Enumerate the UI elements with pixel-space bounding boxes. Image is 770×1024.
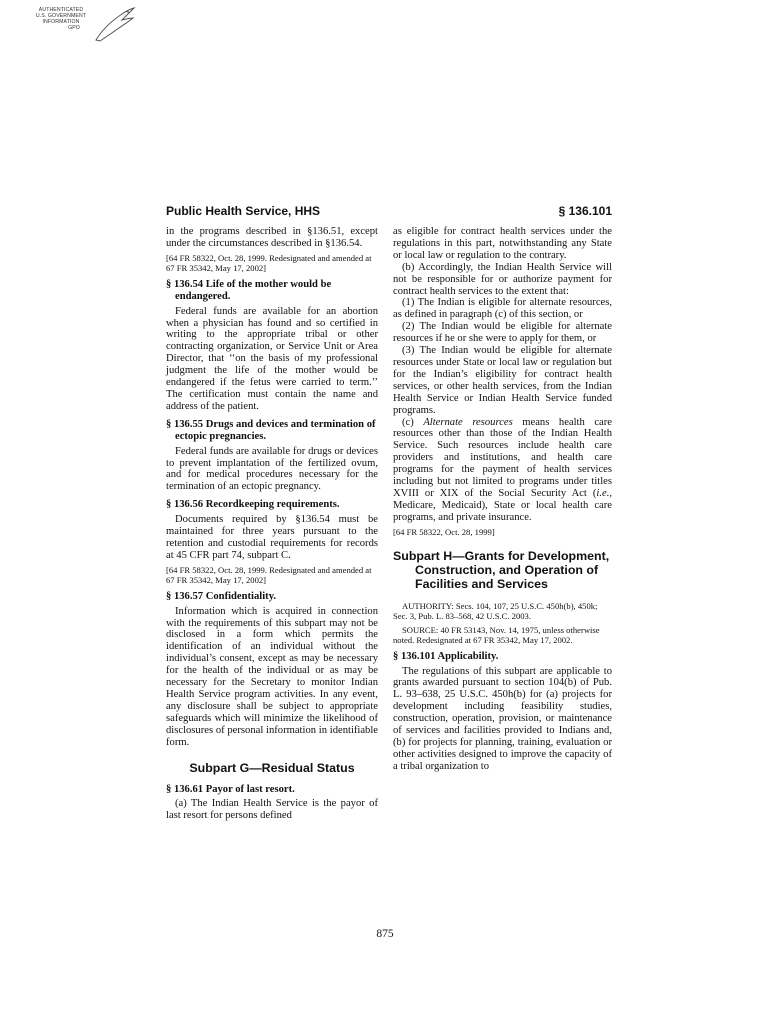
section-heading-136-57: § 136.57 Confidentiality. [166, 590, 277, 602]
citation: [64 FR 58322, Oct. 28, 1999. Redesignated and amended at 67 FR 35342, May 17, 2002] [166, 252, 372, 273]
citation: [64 FR 58322, Oct. 28, 1999. Redesignated and amended at 67 FR 35342, May 17, 2002] [166, 564, 372, 585]
abbreviation: i.e., [596, 487, 612, 499]
section-heading-136-61: § 136.61 Payor of last resort. [166, 783, 295, 795]
paragraph: Federal funds are available for drugs or devices to prevent implantation of the fertilized ovum, and for medical procedures necessary for the termination of an ectopic pregnancy. [166, 445, 378, 493]
gpo-authentication-seal [30, 6, 142, 46]
seal-line: U.S. GOVERNMENT [35, 13, 87, 19]
paragraph: Federal funds are available for an abortion when a physician has found and so certified in writing to the appropriate tribal or other contracting organization, or Service Unit or Area Director, that ‘‘on the basis of my professional judgment the life of the mother would be endangered if the fetus were carried to term.’’ The certification must contain the name and address of the patient. [166, 305, 378, 412]
section-heading-136-56: § 136.56 Recordkeeping requirements. [166, 499, 340, 511]
page-number: 875 [376, 928, 394, 940]
paragraph: The regulations of this subpart are applicable to grants awarded pursuant to section 104(b) of Pub. L. 93–638, 25 U.S.C. 450h(b) for (a) projects for development including feasibility studies, construction, operation, provision, or maintenance of services and facilities provided to Indians and, (b) for projects for planning, training, evaluation or other activities designed to improve the capacity of a tribal organization to [393, 665, 612, 772]
seal-line: INFORMATION [42, 19, 80, 25]
text-run: means health care resources other than those of the Indian Health Service. Such resources include health care providers and institutions, and health care programs for the payment of health services including but not limited to programs under titles XVIII or XIX of the Social Security Act ( [393, 416, 612, 499]
section-heading-136-101: § 136.101 Applicability. [393, 650, 499, 662]
eagle-icon [92, 6, 138, 46]
paragraph: (2) The Indian would be eligible for alternate resources if he or she were to apply for them, or [393, 321, 612, 345]
defined-term: Alternate resources [423, 416, 513, 428]
paragraph: (a) The Indian Health Service is the payor of last resort for persons defined [166, 798, 378, 822]
seal-line: AUTHENTICATED [38, 7, 84, 13]
section-heading-136-55: § 136.55 Drugs and devices and termination of ectopic pregnancies. [166, 418, 376, 442]
section-heading-136-54: § 136.54 Life of the mother would be endangered. [166, 278, 332, 302]
running-head-agency: Public Health Service, HHS [166, 204, 321, 218]
subpart-h-heading: Subpart H—Grants for Development, Construction, and Operation of Facilities and Services [393, 548, 610, 591]
seal-line: GPO [68, 25, 80, 31]
right-column [393, 226, 612, 773]
source-note: SOURCE: 40 FR 53143, Nov. 14, 1975, unless otherwise noted. Redesignated at 67 FR 35342, May 17, 2002. [393, 624, 600, 645]
authority-note: AUTHORITY: Secs. 104, 107, 25 U.S.C. 450h(b), 450k; Sec. 3, Pub. L. 83–568, 42 U.S.C. 2003. [393, 600, 598, 621]
text-run: Medicare, Medicaid), State or local health care programs, and private insurance. [393, 499, 612, 523]
paragraph: (1) The Indian is eligible for alternate resources, as defined in paragraph (c) of this section, or [393, 297, 612, 321]
paragraph: (b) Accordingly, the Indian Health Service will not be responsible for or authorize payment for contract health services to the extent that: [393, 261, 612, 297]
running-head-section: § 136.101 [558, 204, 612, 218]
paragraph: Documents required by §136.54 must be maintained for three years pursuant to the retention and custodial requirements for records at 45 CFR part 74, subpart C. [166, 514, 378, 561]
paragraph: in the programs described in §136.51, except under the circumstances described in §136.54. [166, 226, 378, 249]
paragraph: Information which is acquired in connection with the requirements of this subpart may not be disclosed in a form which permits the identification of an individual without the individual’s consent, except as may be necessary for the health of the individual or as may be necessary for the Secretary to monitor Indian Health Service program activities. In any event, any disclosure shall be subject to appropriate safeguards which will minimize the likelihood of disclosures of personal information in identifiable form. [166, 605, 378, 748]
running-head [166, 204, 612, 220]
paragraph: (3) The Indian would be eligible for alternate resources under State or local law or regulation but for the Indian’s eligibility for contract health services, or other health services, from the Indian Health Service or Indian Health Service funded programs. [393, 345, 612, 416]
paragraph [393, 417, 612, 524]
text-run: (c) [402, 416, 424, 428]
left-column [166, 226, 378, 822]
paragraph: as eligible for contract health services under the regulations in this part, notwithstanding any State or local law or regulation to the contrary. [393, 226, 612, 261]
citation: [64 FR 58322, Oct. 28, 1999] [393, 526, 495, 537]
subpart-g-heading: Subpart G—Residual Status [189, 760, 355, 775]
